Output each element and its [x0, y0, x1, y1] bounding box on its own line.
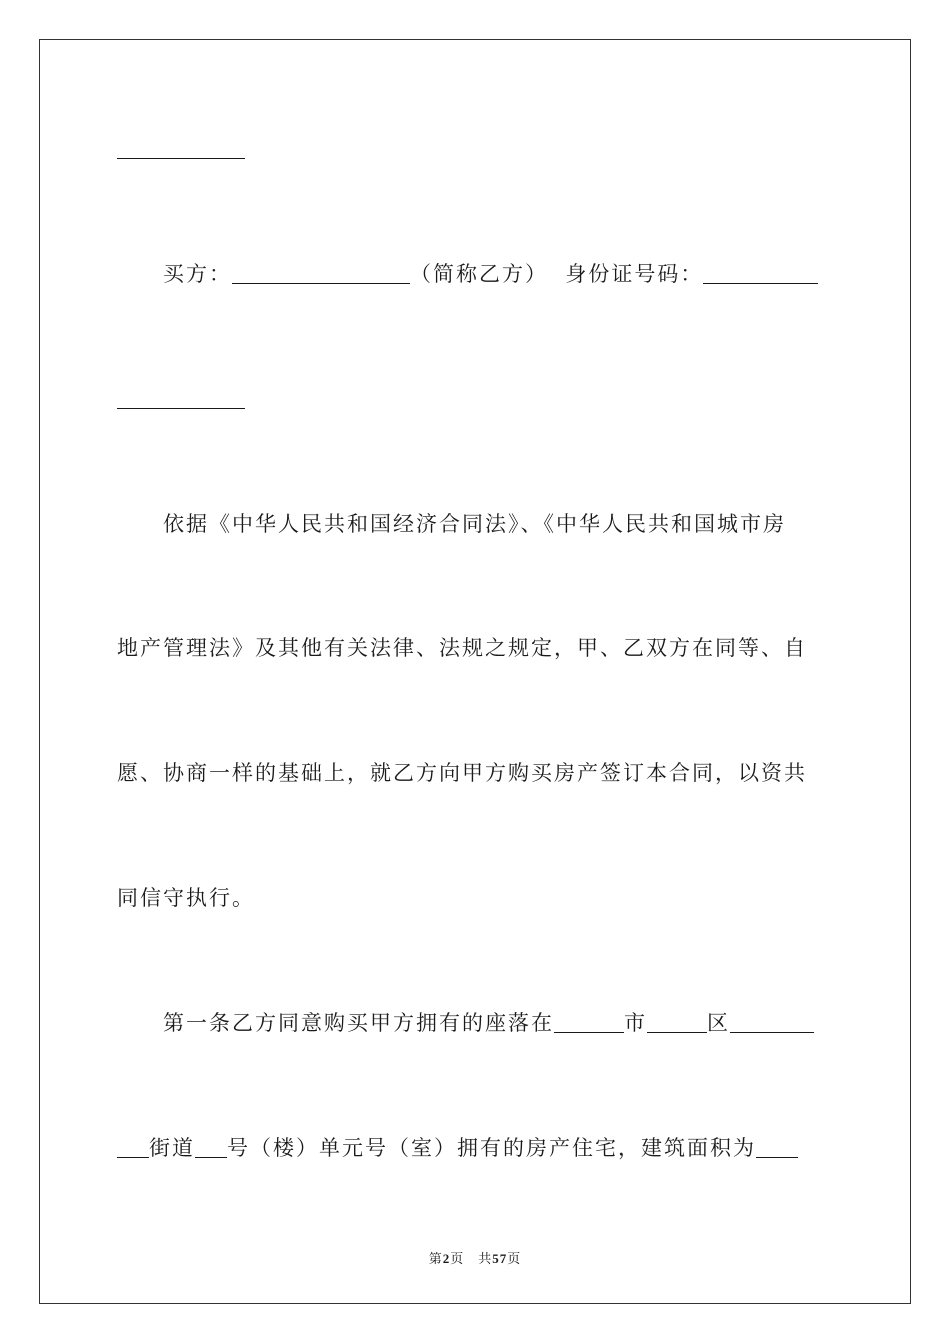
- paragraph-1-line-3: 愿、协商一样的基础上，就乙方向甲方购买房产签订本合同，以资共: [117, 761, 807, 785]
- district-blank: [730, 1010, 814, 1033]
- paragraph-1-line-1: 依据《中华人民共和国经济合同法》、《中华人民共和国城市房: [163, 512, 786, 536]
- id-number-label: 身份证号码：: [565, 262, 704, 286]
- page-footer: [0, 1248, 950, 1267]
- page-mid: 页 共: [450, 1251, 493, 1266]
- buyer-label: 买方：: [163, 262, 232, 286]
- street-name-blank: [117, 1135, 149, 1158]
- id-number-blank-continued: [117, 408, 245, 409]
- current-page-number: 2: [442, 1251, 451, 1266]
- district-prefix-blank: [647, 1010, 707, 1033]
- article-1-line-2-text: 号（楼）单元号（室）拥有的房产住宅，建筑面积为: [227, 1136, 756, 1160]
- page-prefix: 第: [428, 1251, 443, 1266]
- paragraph-1-line-2: 地产管理法》及其他有关法律、法规之规定，甲、乙双方在同等、自: [117, 636, 807, 660]
- page-border: [39, 39, 911, 1304]
- number-blank: [195, 1135, 227, 1158]
- buyer-line: [163, 259, 818, 289]
- top-blank-line: [117, 158, 245, 159]
- district-label: 区: [707, 1011, 730, 1035]
- article-1-line-2: [117, 1133, 798, 1163]
- paragraph-1-line-4: 同信守执行。: [117, 886, 255, 910]
- buyer-short-name: （简称乙方）: [410, 262, 548, 286]
- area-blank: [756, 1135, 798, 1158]
- total-page-count: 57: [492, 1251, 508, 1266]
- buyer-name-blank: [232, 261, 410, 284]
- street-label: 街道: [149, 1136, 195, 1160]
- article-1-line-1: [163, 1008, 814, 1038]
- city-label: 市: [624, 1011, 647, 1035]
- article-1-text: 第一条乙方同意购买甲方拥有的座落在: [163, 1011, 554, 1035]
- id-number-blank: [703, 261, 818, 284]
- city-blank: [554, 1010, 624, 1033]
- page-suffix: 页: [507, 1251, 522, 1266]
